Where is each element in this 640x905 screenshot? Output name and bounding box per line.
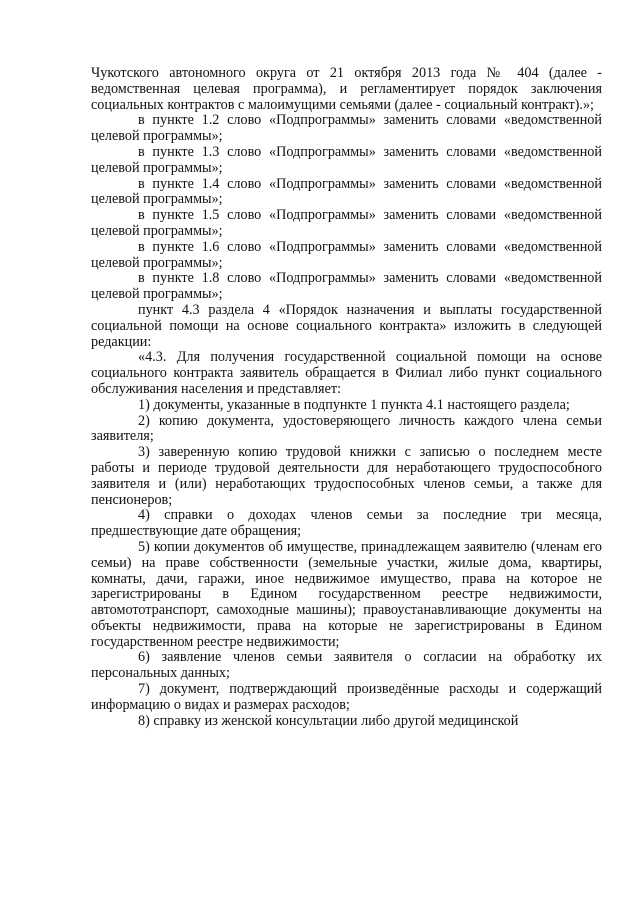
paragraph-item-1-6: в пункте 1.6 слово «Подпрограммы» заменить словами «ведомственной целевой программы»; [91, 238, 602, 271]
paragraph-intro-continuation: Чукотского автономного округа от 21 октября 2013 года № 404 (далее - ведомственная целевая программа), и регламентирует порядок заключения социальных контрактов с малоимущими семьями (далее - социальный контракт).»; [91, 65, 602, 113]
list-item-5: 5) копии документов об имуществе, принадлежащем заявителю (членам его семьи) на праве собственности (земельные участки, жилые дома, квартиры, комнаты, дачи, гаражи, иное недвижимое имущество, права на которое не зарегистрированы в Едином государственном реестре недвижимости, автомототранспорт, самоходные машины); правоустанавливающие документы на объекты недвижимости, права на которые не зарегистрированы в Едином государственном реестре недвижимости; [91, 538, 602, 650]
paragraph-item-1-2: в пункте 1.2 слово «Подпрограммы» заменить словами «ведомственной целевой программы»; [91, 112, 602, 145]
list-item-6: 6) заявление членов семьи заявителя о согласии на обработку их персональных данных; [91, 649, 602, 682]
list-item-1: 1) документы, указанные в подпункте 1 пункта 4.1 настоящего раздела; [138, 396, 570, 413]
list-item-3: 3) заверенную копию трудовой книжки с записью о последнем месте работы и периоде трудовой деятельности для неработающего трудоспособного заявителя и (или) неработающих трудоспособных членов семьи, а также для пенсионеров; [91, 444, 602, 508]
paragraph-item-1-3: в пункте 1.3 слово «Подпрограммы» заменить словами «ведомственной целевой программы»; [91, 143, 602, 176]
paragraph-4-3-text: «4.3. Для получения государственной социальной помощи на основе социального контракта заявитель обращается в Филиал либо пункт социального обслуживания населения и представляет: [91, 349, 602, 397]
paragraph-item-1-8: в пункте 1.8 слово «Подпрограммы» заменить словами «ведомственной целевой программы»; [91, 270, 602, 303]
list-item-7: 7) документ, подтверждающий произведённые расходы и содержащий информацию о видах и размерах расходов; [91, 681, 602, 713]
document-body [91, 66, 602, 729]
paragraph-item-1-4: в пункте 1.4 слово «Подпрограммы» заменить словами «ведомственной целевой программы»; [91, 175, 602, 208]
paragraph-item-4-3-amendment: пункт 4.3 раздела 4 «Порядок назначения и выплаты государственной социальной помощи на основе социального контракта» изложить в следующей редакции: [91, 301, 602, 350]
list-item-4: 4) справки о доходах членов семьи за последние три месяца, предшествующие дате обращения; [91, 507, 602, 540]
list-item-8: 8) справку из женской консультации либо другой медицинской [138, 712, 519, 729]
paragraph-item-1-5: в пункте 1.5 слово «Подпрограммы» заменить словами «ведомственной целевой программы»; [91, 207, 602, 239]
list-item-2: 2) копию документа, удостоверяющего личность каждого члена семьи заявителя; [91, 412, 602, 445]
